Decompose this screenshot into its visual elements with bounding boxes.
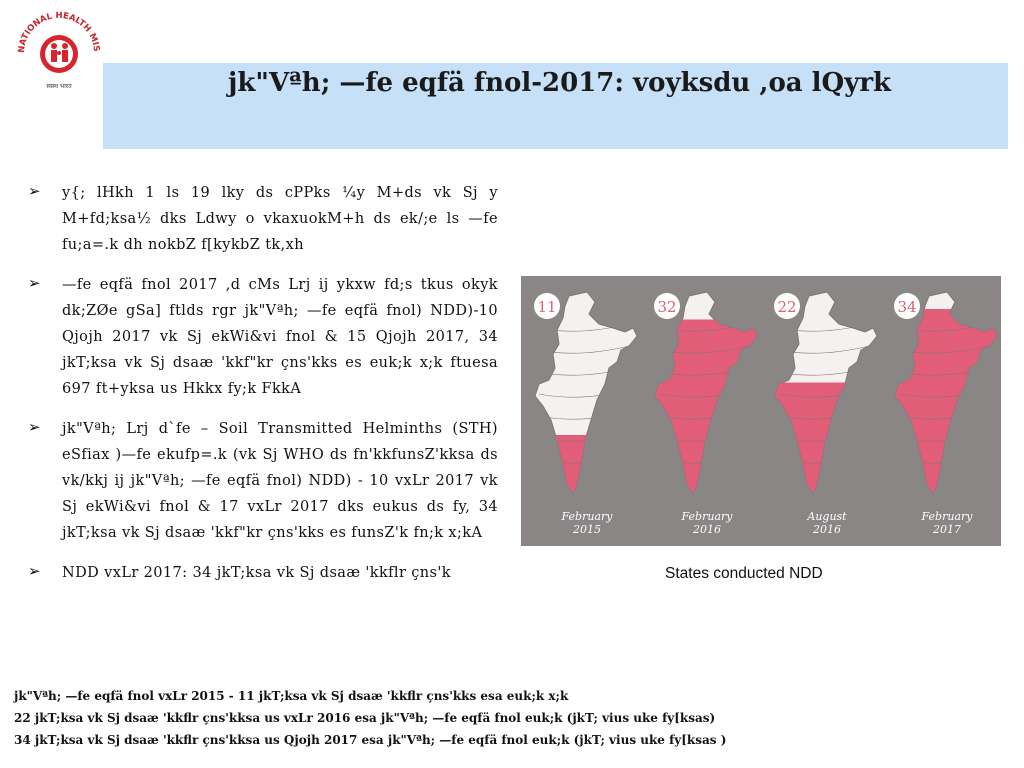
footer-notes: [14, 685, 727, 751]
bullet-text: y{; lHkh 1 ls 19 lky ds cPPks ¼y M+ds vk Sj y M+fd;ksa½ dks Ldwy o vkaxuokM+h ds ek/;e ls —fe fu;a=.k dh nokbZ f[kykbZ tk,xh: [62, 185, 498, 253]
page-title: jk"Vªh; —fe eqfä fnol-2017: voyksdu ,oa lQyrk: [228, 68, 892, 98]
bullet-text: NDD vxLr 2017: 34 jkT;ksa vk Sj dsaæ 'kkflr çns'k: [62, 565, 451, 581]
logo-arc-text: NATIONAL HEALTH MIS: [16, 10, 102, 54]
india-maps-figure: [521, 276, 1001, 546]
map-period-label: February 2015: [561, 510, 613, 536]
map-count-label: 11: [537, 298, 557, 316]
arrow-bullet-icon: ➢: [28, 418, 41, 436]
map-period-label: February 2016: [681, 510, 733, 536]
logo-subtext: स्वस्थ भारत: [46, 83, 72, 90]
bullet-list: [28, 180, 498, 600]
map-count-label: 34: [897, 298, 917, 316]
arrow-bullet-icon: ➢: [28, 562, 41, 580]
figure-caption: States conducted NDD: [665, 565, 823, 582]
arrow-bullet-icon: ➢: [28, 182, 41, 200]
bullet-text: —fe eqfä fnol 2017 ,d cMs Lrj ij ykxw fd;s tkus okyk dk;ZØe gSa] ftlds rgr jk"Vªh; —fe eqfä fnol) NDD)-10 Qjojh 2017 vk Sj ekWi&vi fnol & 15 Qjojh 2017, 34 jkT;ksa vk Sj dsaæ 'kkf"kr çns'kks es euk;k x;k ftuesa 697 ft+yksa us Hkkx fy;k FkkA: [62, 277, 498, 397]
footer-line: 22 jkT;ksa vk Sj dsaæ 'kkflr çns'kksa us vxLr 2016 esa jk"Vªh; —fe eqfä fnol euk;k (jkT; vius uke fy[ksas): [14, 711, 716, 725]
bullet-item: [28, 180, 498, 258]
map-period-label: August 2016: [807, 510, 847, 536]
nhm-logo: [14, 8, 104, 98]
bullet-item: [28, 560, 498, 586]
arrow-bullet-icon: ➢: [28, 274, 41, 292]
footer-line: 34 jkT;ksa vk Sj dsaæ 'kkflr çns'kksa us Qjojh 2017 esa jk"Vªh; —fe eqfä fnol euk;k (jkT; vius uke fy[ksas ): [14, 733, 727, 747]
map-count-label: 32: [657, 298, 677, 316]
bullet-item: [28, 416, 498, 546]
bullet-item: [28, 272, 498, 402]
map-period-label: February 2017: [921, 510, 973, 536]
bullet-text: jk"Vªh; Lrj d`fe – Soil Transmitted Helminths (STH) eSfiax )—fe ekufp=.k (vk Sj WHO ds fn'kkfunsZ'kksa ds vk/kkj ij jk"Vªh; —fe eqfä fnol) NDD) - 10 vxLr 2017 vk Sj ekWi&vi fnol & 17 vxLr 2017 dks eukus ds fy, 34 jkT;ksa vk Sj dsaæ 'kkf"kr çns'kks es funsZ'k fn;k x;kA: [62, 421, 498, 541]
map-count-label: 22: [777, 298, 797, 316]
footer-line: jk"Vªh; —fe eqfä fnol vxLr 2015 - 11 jkT;ksa vk Sj dsaæ 'kkflr çns'kks esa euk;k x;k: [14, 689, 569, 703]
